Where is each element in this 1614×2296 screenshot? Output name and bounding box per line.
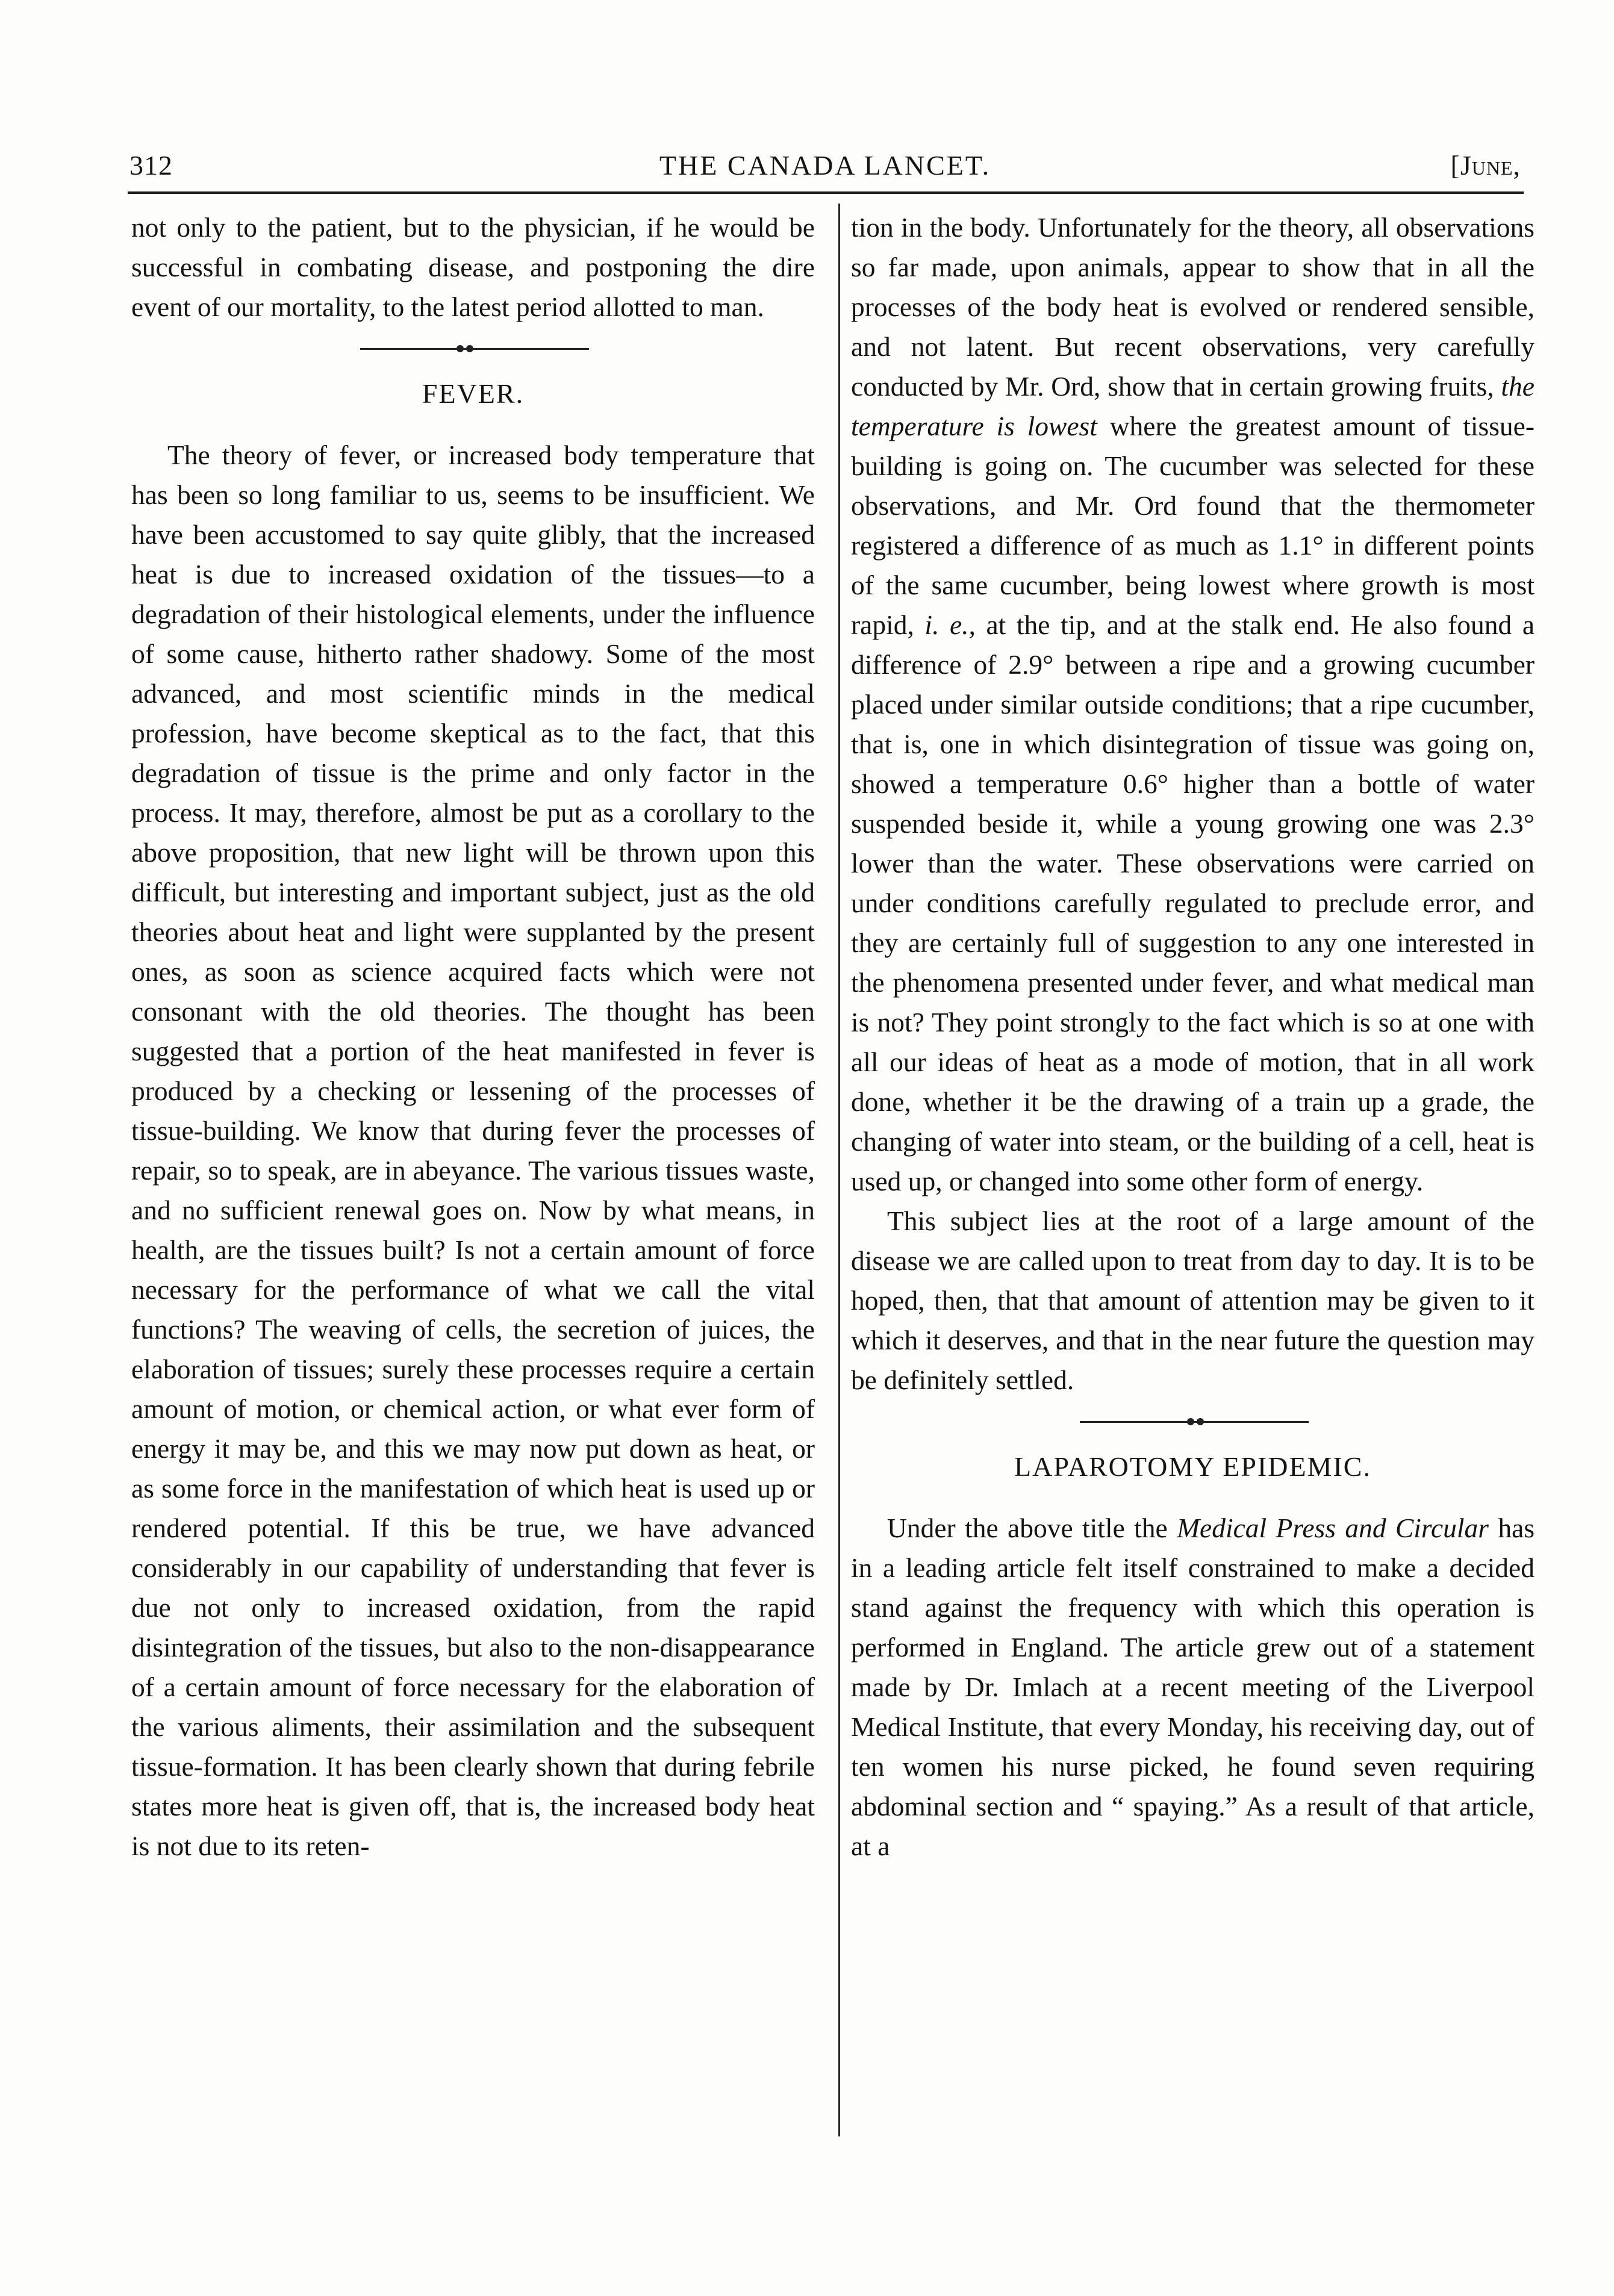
- page-number: 312: [129, 150, 173, 181]
- running-head: [129, 140, 1521, 191]
- text-run: tion in the body. Unfortunately for the theory, all observations so far made, upon animals, appear to show that in all the processes of the body heat is evolved or rendered sensible, and not latent. But recent observations, very carefully conducted by Mr. Ord, show that in certain growing fruits,: [851, 212, 1535, 402]
- fever-heading: FEVER.: [422, 378, 525, 409]
- laparotomy-paragraph: [851, 1508, 1535, 1866]
- fever-paragraph: The theory of fever, or increased body temperature that has been so long familiar to us, seems to be insufficient. We have been accustomed to say quite glibly, that the increased heat is due to increased oxidation of the tissues—to a degradation of their histological elements, under the influence of some cause, hitherto rather shadowy. Some of the most advanced, and most scientific minds in the medical profession, have become skeptical as to the fact, that this degradation of tissue is the prime and only factor in the process. It may, therefore, almost be put as a corollary to the above proposition, that new light will be thrown upon this difficult, but interesting and important subject, just as the old theories about heat and light were supplanted by the present ones, as soon as science acquired facts which were not consonant with the old theories. The thought has been suggested that a portion of the heat manifested in fever is produced by a checking or lessening of the processes of tissue-building. We know that during fever the processes of repair, so to speak, are in abeyance. The various tissues waste, and no sufficient renewal goes on. Now by what means, in health, are the tissues built? Is not a certain amount of force necessary for the performance of what we call the vital functions? The weaving of cells, the secretion of juices, the elaboration of tissues; surely these processes require a certain amount of motion, or chemical action, or what ever form of energy it may be, and this we may now put down as heat, or as some force in the manifestation of which heat is used up or rendered potential. If this be true, we have advanced considerably in our capability of understanding that fever is due not only to increased oxidation, from the rapid disintegration of the tissues, but also to the non-disappearance of a certain amount of force necessary for the elaboration of the various aliments, their assimilation and the subsequent tissue-formation. It has been clearly shown that during febrile states more heat is given off, that is, the increased body heat is not due to its reten-: [131, 440, 815, 1861]
- section-ornament: [131, 329, 815, 369]
- subject-paragraph: This subject lies at the root of a large amount of the disease we are called upon to treat from day to day. It is to be hoped, then, that that amount of attention may be given to it which it deserves, and that in the near future the question may be definitely settled.: [851, 1206, 1535, 1395]
- column-rule: [838, 204, 840, 2136]
- continued-paragraph: not only to the patient, but to the physician, if he would be successful in combating disease, and postponing the dire event of our mortality, to the latest period allotted to man.: [131, 212, 815, 322]
- header-rule: [128, 191, 1524, 194]
- laparotomy-heading: LAPAROTOMY EPIDEMIC.: [1014, 1451, 1371, 1482]
- text-run: at the tip, and at the stalk end. He also found a difference of 2.9° between a ripe and a growing cucumber placed under similar outside conditions; that a ripe cucumber, that is, one in which disintegration of tissue was going on, showed a temperature 0.6° higher than a bottle of water suspended beside it, while a young growing one was 2.3° lower than the water. These observations were carried on under conditions carefully regulated to preclude error, and they are certainly full of suggestion to any one interested in the phenomena presented under fever, and what medical man is not? They point strongly to the fact which is so at one with all our ideas of heat as a mode of motion, that in all work done, whether it be the drawing of a train up a grade, the changing of water into steam, or the building of a cell, heat is used up, or changed into some other form of energy.: [851, 609, 1535, 1196]
- right-column: [851, 208, 1535, 1866]
- left-column: [131, 208, 815, 1866]
- issue-month: [June,: [1450, 150, 1521, 181]
- continued-paragraph-right: [851, 208, 1535, 1201]
- text-run: Under the above title the: [887, 1513, 1168, 1543]
- section-ornament: [851, 1402, 1535, 1442]
- italic-phrase: the temperature is lowest: [851, 371, 1535, 441]
- journal-title: THE CANADA LANCET.: [659, 150, 991, 181]
- journal-name: Medical Press and Circular: [1177, 1513, 1489, 1543]
- italic-abbreviation: i. e.,: [924, 609, 976, 640]
- text-run: where the greatest amount of tissue-building is going on. The cucumber was selected for these observations, and Mr. Ord found that the thermometer registered a difference of as much as 1.1° in different points of the same cucumber, being lowest where growth is most rapid,: [851, 411, 1535, 640]
- text-run: has in a leading article felt itself constrained to make a decided stand against the frequency with which this operation is performed in England. The article grew out of a statement made by Dr. Imlach at a recent meeting of the Liverpool Medical Institute, that every Monday, his receiving day, out of ten women his nurse picked, he found seven requiring abdominal section and “ spaying.” As a result of that article, at a: [851, 1513, 1535, 1861]
